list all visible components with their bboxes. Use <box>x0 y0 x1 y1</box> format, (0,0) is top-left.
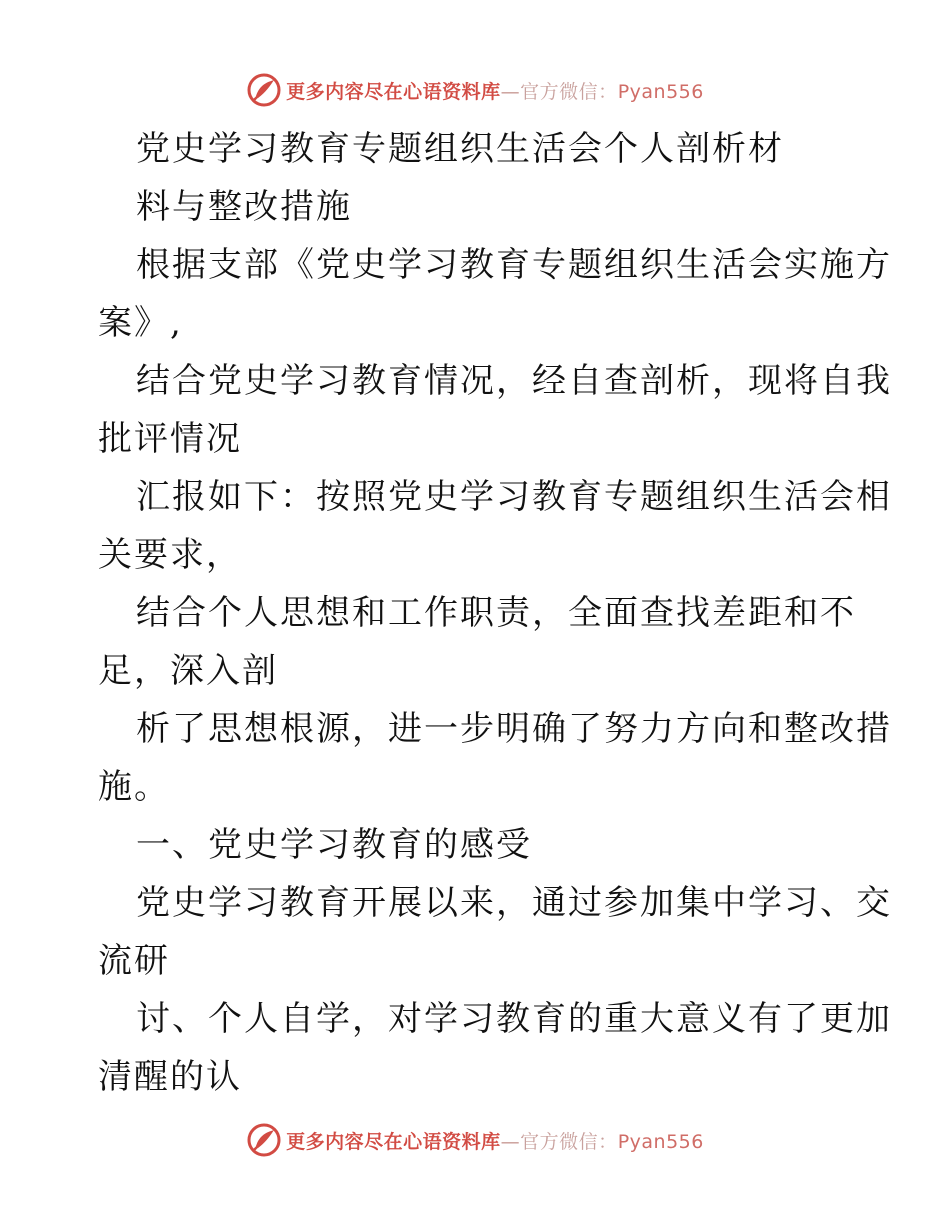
paragraph-line: 批评情况 <box>98 419 242 459</box>
footer-wechat-id: Pyan556 <box>617 1130 704 1153</box>
footer-watermark-text <box>286 1127 704 1154</box>
paragraph-line: 根据支部《党史学习教育专题组织生活会实施方 <box>136 245 892 285</box>
paragraph-line: 施。 <box>98 767 170 807</box>
header-watermark-banner <box>0 70 950 110</box>
section-heading: 一、党史学习教育的感受 <box>136 825 532 865</box>
header-wechat-id: Pyan556 <box>617 80 704 103</box>
header-watermark-text <box>286 77 704 104</box>
document-body <box>98 120 892 1106</box>
paragraph-line: 结合个人思想和工作职责，全面查找差距和不 <box>136 593 856 633</box>
footer-brand-text: 更多内容尽在心语资料库 <box>286 1130 501 1153</box>
paragraph-line: 关要求， <box>98 535 242 575</box>
paragraph-line: 足，深入剖 <box>98 651 278 691</box>
brand-logo-icon <box>246 72 282 108</box>
footer-separator: — <box>500 1130 521 1153</box>
paragraph-line: 结合党史学习教育情况，经自查剖析，现将自我 <box>136 361 892 401</box>
paragraph-line: 党史学习教育开展以来，通过参加集中学习、交 <box>136 883 892 923</box>
paragraph-line: 讨、个人自学，对学习教育的重大意义有了更加 <box>136 999 892 1039</box>
document-title-line-2: 料与整改措施 <box>136 187 352 227</box>
header-wechat-label: 官方微信： <box>520 80 618 103</box>
paragraph-line: 析了思想根源，进一步明确了努力方向和整改措 <box>136 709 892 749</box>
footer-wechat-label: 官方微信： <box>520 1130 618 1153</box>
document-title-line-1: 党史学习教育专题组织生活会个人剖析材 <box>136 129 784 169</box>
footer-watermark-banner <box>0 1120 950 1160</box>
paragraph-line: 清醒的认 <box>98 1057 242 1097</box>
brand-logo-icon <box>246 1122 282 1158</box>
paragraph-line: 案》, <box>98 303 183 343</box>
paragraph-line: 流研 <box>98 941 170 981</box>
header-separator: — <box>500 80 521 103</box>
header-brand-text: 更多内容尽在心语资料库 <box>286 80 501 103</box>
paragraph-line: 汇报如下：按照党史学习教育专题组织生活会相 <box>136 477 892 517</box>
